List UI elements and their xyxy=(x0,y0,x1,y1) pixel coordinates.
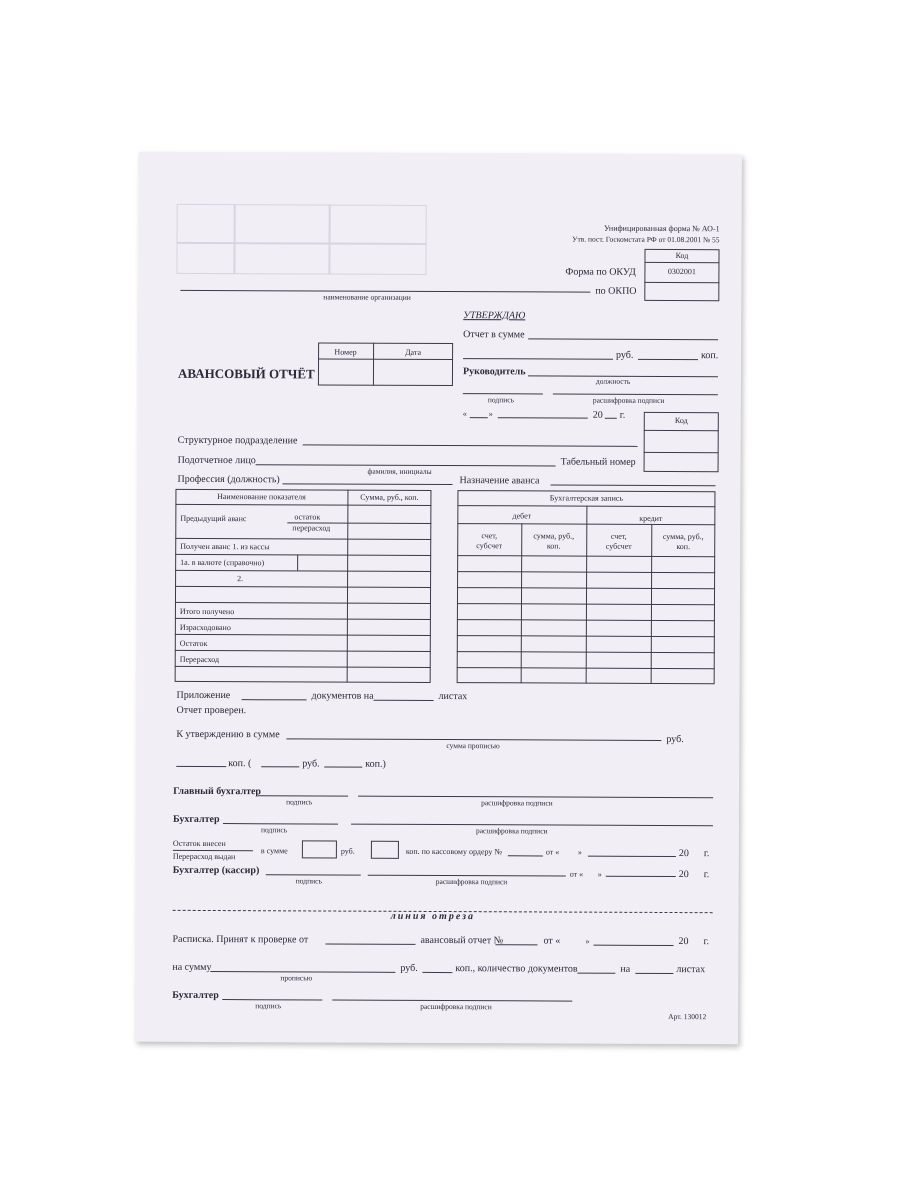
division-label: Структурное подразделение xyxy=(177,434,298,447)
currency-cell-divider xyxy=(297,554,298,570)
column-sum: Сумма, руб., коп. xyxy=(360,492,419,502)
form-unified-label: Унифицированная форма № АО-1 xyxy=(603,223,720,234)
debit-account-header: счет, субсчет xyxy=(476,531,503,551)
signature-caption: подпись xyxy=(487,395,515,405)
row-received-2: 2. xyxy=(237,574,244,584)
documents-on-label: документов на xyxy=(311,690,374,702)
bleed-through-table xyxy=(176,204,426,275)
row-balance: Остаток xyxy=(179,638,208,648)
bleed-through-column xyxy=(328,205,330,275)
chief-accountant-label: Главный бухгалтер xyxy=(173,785,262,798)
credit-amount-header: сумма, руб., коп. xyxy=(662,531,704,552)
rub-digits-label: руб. xyxy=(302,758,320,770)
row-total-received: Итого получено xyxy=(179,606,235,617)
receipt-kop-docs-label: коп., количество документов xyxy=(455,963,578,975)
position-caption: должность xyxy=(595,376,631,386)
advance-purpose-label: Назначение аванса xyxy=(459,475,540,487)
kop-open-label: коп. ( xyxy=(228,758,252,770)
to-approve-label: К утверждению в сумме xyxy=(176,728,280,741)
rub-box[interactable] xyxy=(302,840,337,858)
cash-order-g: г. xyxy=(703,848,710,860)
tab-number-label: Табельный номер xyxy=(560,456,636,468)
deposited-label: Остаток внесен xyxy=(172,838,226,849)
report-checked-label: Отчет проверен. xyxy=(176,704,247,717)
receipt-month-field[interactable] xyxy=(593,945,673,946)
number-label: Номер xyxy=(334,347,357,357)
approve-kop-digits-field[interactable] xyxy=(324,767,362,768)
debit-amount-header: сумма, руб., коп. xyxy=(533,531,575,551)
sheets-label: листах xyxy=(438,691,468,703)
receipt-from-field[interactable] xyxy=(325,944,415,945)
cash-order-from-label: от « xyxy=(545,847,560,857)
row-overspend: перерасход xyxy=(292,523,331,533)
accountant-label: Бухгалтер xyxy=(173,813,220,826)
receipt-signature-caption: подпись xyxy=(255,1001,282,1011)
receipt-sum-label: на сумму xyxy=(172,961,212,974)
cashier-signature-caption: подпись xyxy=(295,876,322,886)
credit-label: кредит xyxy=(639,513,663,523)
personnel-code-label: Код xyxy=(674,416,688,426)
receipt-kop-field[interactable] xyxy=(422,972,452,973)
receipt-signature-field[interactable] xyxy=(222,999,322,1000)
credit-account-header: счет, субсчет xyxy=(605,531,632,551)
cashier-date-open: от « xyxy=(569,869,584,879)
cash-order-label: коп. по кассовому ордеру № xyxy=(405,846,503,857)
approval-day-field[interactable] xyxy=(470,417,488,418)
receipt-decoding-caption: расшифровка подписи xyxy=(420,1001,492,1012)
cash-order-month-field[interactable] xyxy=(588,856,676,857)
name-caption: фамилия, инициалы xyxy=(367,466,432,476)
bleed-through-column xyxy=(233,204,235,274)
row-received-currency: 1а. в валюте (справочно) xyxy=(180,557,265,568)
cut-line-label: линия отреза xyxy=(390,910,476,923)
advance-purpose-field[interactable] xyxy=(550,484,715,486)
code-label: Код xyxy=(675,251,689,261)
chief-signature-field[interactable] xyxy=(258,795,348,796)
report-sum-field[interactable] xyxy=(528,338,718,340)
cashier-label: Бухгалтер (кассир) xyxy=(172,864,260,877)
debit-label: дебет xyxy=(512,511,532,521)
receipt-label: Расписка. Принят к проверке от xyxy=(172,933,309,946)
kop-box[interactable] xyxy=(371,841,399,859)
receipt-in-words-caption: прописью xyxy=(280,973,313,983)
advance-report-form xyxy=(135,152,742,1045)
accounting-entry-title: Бухгалтерская запись xyxy=(549,493,624,503)
accountant-signature-caption: подпись xyxy=(260,825,288,835)
receipt-from-label: от « xyxy=(543,935,561,947)
receipt-g: г. xyxy=(703,936,710,948)
article-number: Арт. 130012 xyxy=(668,1012,707,1022)
year-prefix: 20 xyxy=(592,409,603,421)
in-sum-label: в сумме xyxy=(260,846,288,856)
cashier-signature-field[interactable] xyxy=(266,874,361,875)
okpo-label: по ОКПО xyxy=(595,285,637,297)
form-approved-label: Утв. пост. Госкомстата РФ от 01.08.2001 № 55 xyxy=(572,234,720,245)
date-close-quote: » xyxy=(488,409,493,419)
approval-title: УТВЕРЖДАЮ xyxy=(463,310,526,322)
profession-label: Профессия (должность) xyxy=(177,473,280,486)
receipt-report-number-field[interactable] xyxy=(495,944,537,945)
receipt-year: 20 xyxy=(678,936,689,948)
chief-decoding-caption: расшифровка подписи xyxy=(481,798,553,808)
approval-month-field[interactable] xyxy=(498,417,588,418)
cash-order-close-quote: » xyxy=(577,847,582,857)
cashier-g: г. xyxy=(703,869,710,881)
cashier-decoding-caption: расшифровка подписи xyxy=(435,876,508,887)
report-sum-label: Отчет в сумме xyxy=(463,329,525,341)
row-prev-advance: Предыдущий аванс xyxy=(180,513,247,524)
cashier-month-field[interactable] xyxy=(606,876,676,877)
receipt-docs-count-field[interactable] xyxy=(577,973,615,974)
year-suffix: г. xyxy=(619,409,626,421)
receipt-accountant-label: Бухгалтер xyxy=(172,989,219,1002)
okud-value: 0302001 xyxy=(667,266,696,277)
receipt-sheets-field[interactable] xyxy=(635,973,673,974)
row-remainder: остаток xyxy=(294,512,321,522)
row-spent: Израсходовано xyxy=(179,622,231,633)
kop-label: коп. xyxy=(701,350,719,362)
receipt-close-quote: » xyxy=(585,936,590,946)
kop-field[interactable] xyxy=(638,359,698,360)
approve-rub-digits-field[interactable] xyxy=(261,766,299,767)
sum-words-caption: сумма прописью xyxy=(446,741,500,751)
column-indicator-name: Наименование показателя xyxy=(217,492,306,502)
overrun-paid-label: Перерасход выдан xyxy=(172,851,236,862)
cashier-date-close: » xyxy=(597,869,602,879)
receipt-report-no-label: авансовый отчет № xyxy=(420,934,504,947)
box-rub-label: руб. xyxy=(340,846,355,856)
decoding-caption: расшифровка подписи xyxy=(592,395,665,405)
approve-rub-label: руб. xyxy=(666,733,684,746)
chief-signature-caption: подпись xyxy=(286,797,313,807)
accountable-label: Подотчетное лицо xyxy=(177,454,256,467)
date-open-quote: « xyxy=(462,409,467,419)
row-received-cash: Получен аванс 1. из кассы xyxy=(180,541,270,552)
okud-label: Форма по ОКУД xyxy=(565,266,636,278)
kop-close-label: коп.) xyxy=(365,758,386,770)
document-title: АВАНСОВЫЙ ОТЧЁТ xyxy=(177,365,315,382)
receipt-sheets-label: листах xyxy=(676,964,706,976)
date-label: Дата xyxy=(405,347,422,357)
cash-order-year: 20 xyxy=(678,848,689,860)
row-overrun: Перерасход xyxy=(179,654,220,665)
receipt-on-label: на xyxy=(620,963,631,975)
approve-kop-field[interactable] xyxy=(176,766,226,767)
organization-caption: наименование организации xyxy=(323,292,411,302)
report-sum-words-field[interactable] xyxy=(463,358,613,360)
profession-field[interactable] xyxy=(282,483,452,485)
accountant-decoding-caption: расшифровка подписи xyxy=(475,826,548,836)
sheets-count-field[interactable] xyxy=(374,700,434,701)
approval-year-field[interactable] xyxy=(605,418,617,419)
attachment-count-field[interactable] xyxy=(242,699,307,700)
cash-order-number-field[interactable] xyxy=(508,855,543,856)
rub-label: руб. xyxy=(616,349,634,361)
head-label: Руководитель xyxy=(462,366,526,378)
head-signature-field[interactable] xyxy=(463,393,543,394)
attachment-label: Приложение xyxy=(176,689,231,702)
division-field[interactable] xyxy=(303,444,638,446)
receipt-rub-label: руб. xyxy=(400,962,418,974)
cashier-year: 20 xyxy=(678,869,689,881)
